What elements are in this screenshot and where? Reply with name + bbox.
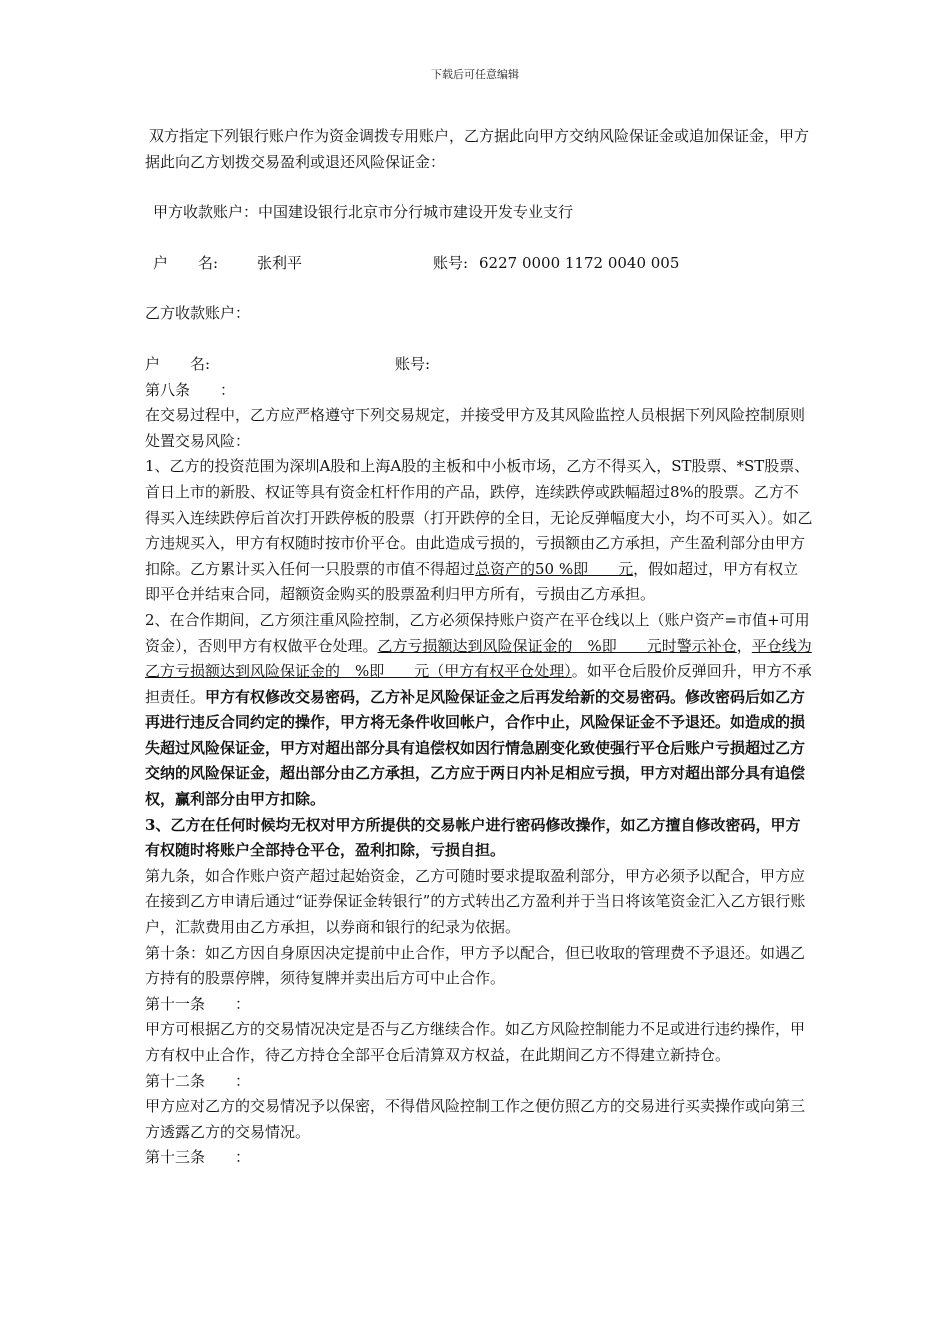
party-a-name-value: 张利平	[257, 253, 303, 272]
party-b-account: 乙方收款账户：	[145, 304, 251, 323]
article-8-clause-3: 3、乙方在任何时候均无权对甲方所提供的交易帐户进行密码修改操作，如乙方擅自修改密码，甲方有权随时将账户全部持仓平仓，盈利扣除，亏损自担。	[145, 815, 801, 860]
article-9: 第九条，如合作账户资产超过起始资金，乙方可随时要求提取盈利部分，甲方必须予以配合，甲方应在接到乙方申请后通过“证券保证金转银行”的方式转出乙方盈利并于当日将该笔资金汇入乙方银行账户，汇款费用由乙方承担，以券商和银行的纪录为依据。	[145, 866, 806, 937]
article-8-intro: 在交易过程中，乙方应严格遵守下列交易规定，并接受甲方及其风险监控人员根据下列风险控制原则处置交易风险：	[145, 406, 806, 450]
intro-paragraph: 双方指定下列银行账户作为资金调拨专用账户，乙方据此向甲方交纳风险保证金或追加保证金，甲方据此向乙方划拨交易盈利或退还风险保证金：	[145, 127, 810, 171]
party-a-account: 甲方收款账户：中国建设银行北京市分行城市建设开发专业支行	[153, 203, 574, 222]
article-11-title: 第十一条 ：	[145, 994, 251, 1013]
clause-1-text: 1、乙方的投资范围为深圳A股和上海A股的主板和中小板市场，乙方不得买入，ST股票、*ST股票、首日上市的新股、权证等具有资金杠杆作用的产品，跌停，连续跌停或跌幅超过8%的股票。乙方不得买入连续跌停后首次打开跌停板的股票（打开跌停的全日，无论反弹幅度大小，均不可买入）。如乙方违规买入，甲方有权随时按市价平仓。由此造成亏损的，亏损额由乙方承担，产生盈利部分由甲方扣除。乙方累计买入任何一只股票的市值不得超过	[145, 457, 813, 578]
article-12-title: 第十二条 ：	[145, 1071, 251, 1090]
clause-2-bold-text: 甲方有权修改交易密码，乙方补足风险保证金之后再发给新的交易密码。修改密码后如乙方再进行违反合同约定的操作，甲方将无条件收回帐户，合作中止，风险保证金不予退还。如造成的损失超过风险保证金，甲方对超出部分具有追偿权如因行情急剧变化致使强行平仓后账户亏损超过乙方交纳的风险保证金，超出部分由乙方承担，乙方应于两日内补足相应亏损，甲方对超出部分具有追偿权，赢利部分由甲方扣除。	[145, 687, 806, 809]
clause-2-text-mid: 。如平仓后股价反弹回升，甲方不承担责任。	[145, 662, 812, 706]
article-8-title: 第八条 ：	[145, 380, 236, 399]
party-a-acct-label: 账号:	[433, 253, 469, 272]
clause-2-warning-line: 乙方亏损额达到风险保证金的 %即 元时警示补仓	[377, 636, 737, 655]
article-10: 第十条：如乙方因自身原因决定提前中止合作，甲方予以配合，但已收取的管理费不予退还。如遇乙方持有的股票停牌，须待复牌并卖出后方可中止合作。	[145, 943, 806, 988]
party-a-name-label: 户 名:	[153, 253, 219, 272]
clause-1-underlined: 总资产的50 %即 元	[475, 559, 634, 578]
party-a-name-row	[145, 251, 813, 277]
document-body	[145, 124, 813, 1171]
clause-2-text: 2、在合作期间，乙方须注重风险控制，乙方必须保持账户资产在平仓线以上（账户资产=市值+可用资金），否则甲方有权做平仓处理。	[145, 610, 810, 655]
clause-2-liquidation-line: 平仓线为乙方亏损额达到风险保证金的 %即 元（甲方有权平仓处理）	[145, 636, 812, 681]
clause-1-text-end: ，假如超过，甲方有权立即平仓并结束合同，超额资金购买的股票盈利归甲方所有，亏损由乙方承担。	[145, 559, 799, 604]
party-b-acct-label: 账号:	[395, 354, 431, 373]
article-8-clause-1	[145, 454, 813, 608]
article-12-body: 甲方应对乙方的交易情况予以保密，不得借风险控制工作之便仿照乙方的交易进行买卖操作或向第三方透露乙方的交易情况。	[145, 1097, 806, 1141]
page-header: 下载后可任意编辑	[431, 68, 519, 81]
clause-2-separator: ，	[736, 636, 752, 655]
article-8-clause-2	[145, 608, 813, 813]
party-a-acct-value: 6227 0000 1172 0040 005	[479, 253, 680, 272]
party-b-name-row	[145, 352, 813, 378]
article-11-body: 甲方可根据乙方的交易情况决定是否与乙方继续合作。如乙方风险控制能力不足或进行违约操作，甲方有权中止合作，待乙方持仓全部平仓后清算双方权益，在此期间乙方不得建立新持仓。	[145, 1020, 806, 1064]
party-b-name-label: 户 名:	[145, 354, 211, 373]
article-13-title: 第十三条 ：	[145, 1148, 251, 1167]
